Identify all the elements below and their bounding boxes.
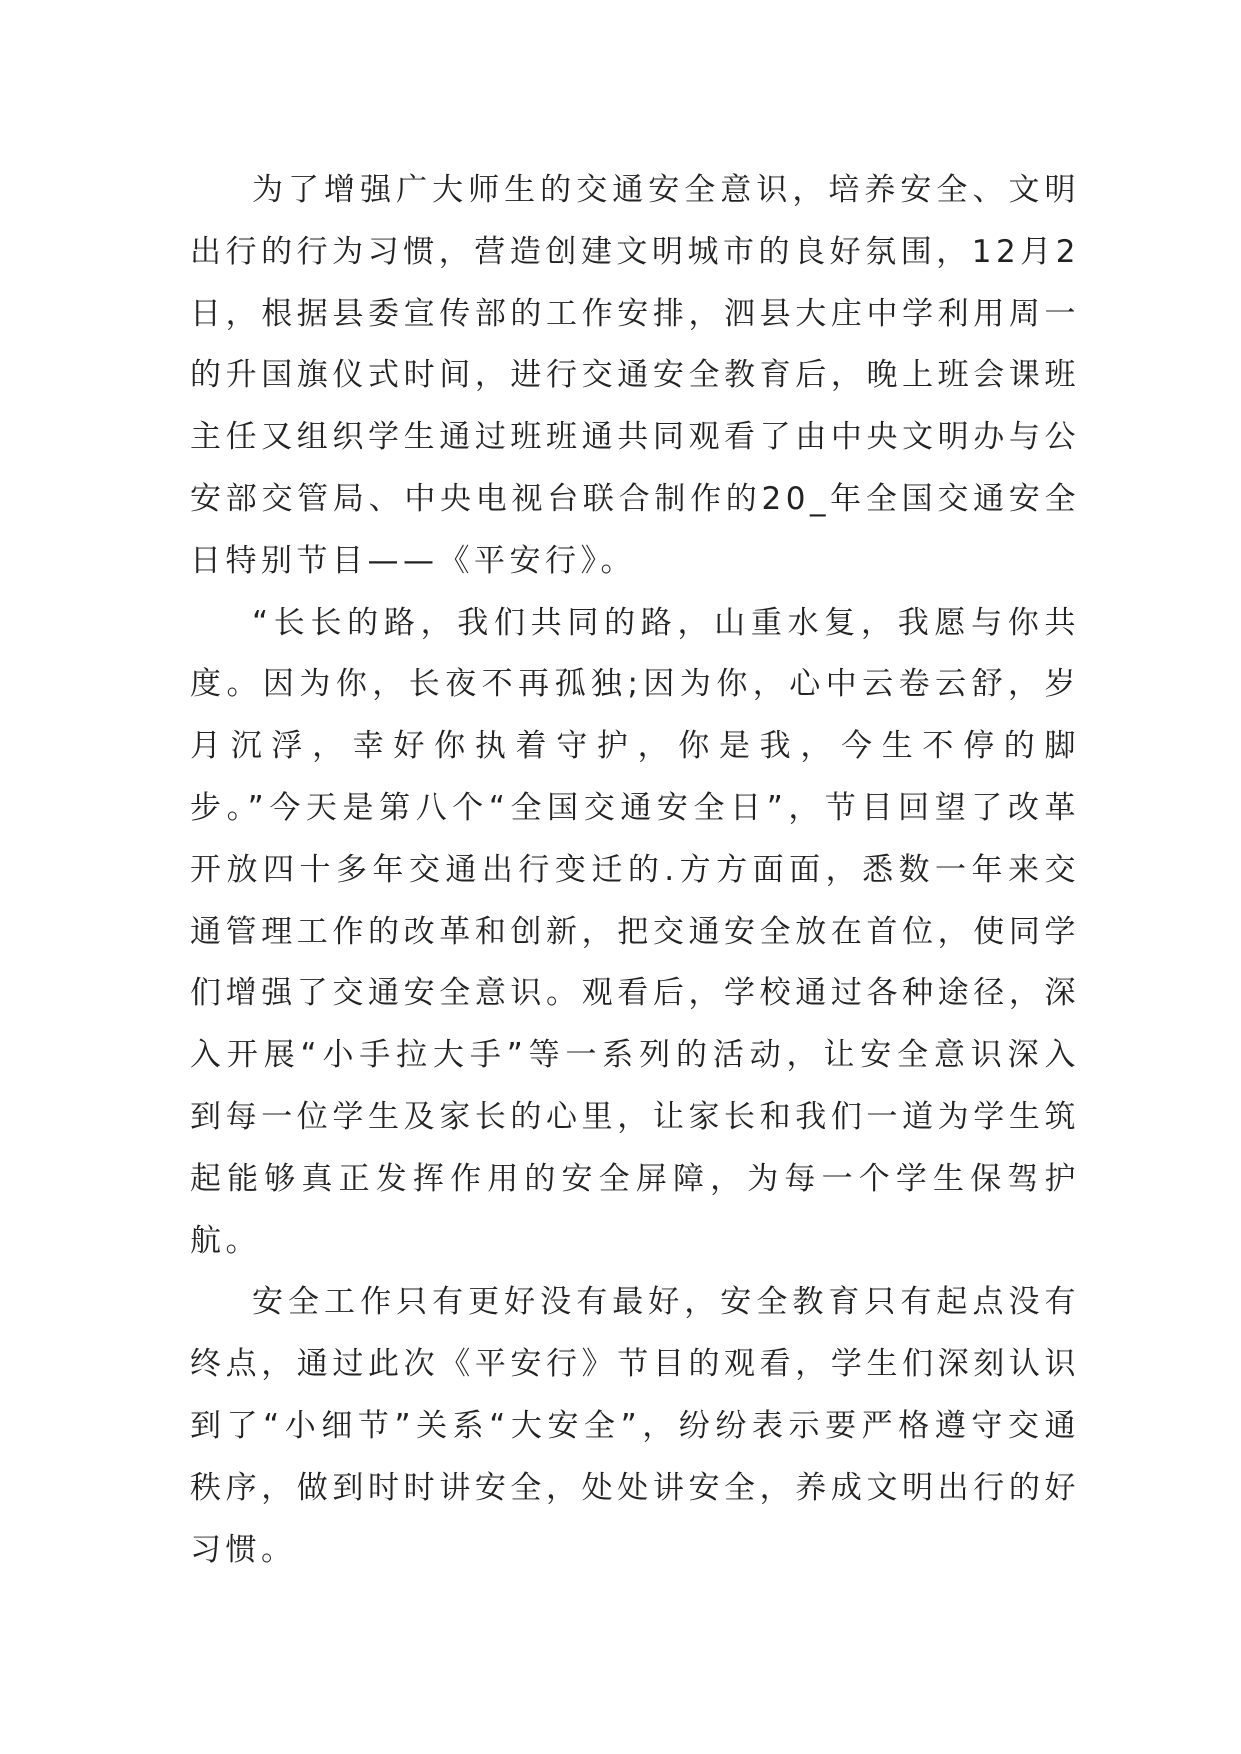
document-body xyxy=(190,160,1080,1581)
paragraph-conclusion: 安全工作只有更好没有最好，安全教育只有起点没有终点，通过此次《平安行》节目的观看，学生们深刻认识到了“小细节”关系“大安全”，纷纷表示要严格遵守交通秩序，做到时时讲安全，处处讲安全，养成文明出行的好习惯。 xyxy=(190,1284,1080,1568)
paragraph-quote: “长长的路，我们共同的路，山重水复，我愿与你共度。因为你，长夜不再孤独;因为你，心中云卷云舒，岁月沉浮，幸好你执着守护，你是我，今生不停的脚步。”今天是第八个“全国交通安全日”，节目回望了改革开放四十多年交通出行变迁的.方方面面，悉数一年来交通管理工作的改革和创新，把交通安全放在首位，使同学们增强了交通安全意识。观看后，学校通过各种途径，深入开展“小手拉大手”等一系列的活动，让安全意识深入到每一位学生及家长的心里，让家长和我们一道为学生筑起能够真正发挥作用的安全屏障，为每一个学生保驾护航。 xyxy=(190,604,1080,1259)
paragraph-intro: 为了增强广大师生的交通安全意识，培养安全、文明出行的行为习惯，营造创建文明城市的良好氛围，12月2日，根据县委宣传部的工作安排，泗县大庄中学利用周一的升国旗仪式时间，进行交通安全教育后，晚上班会课班主任又组织学生通过班班通共同观看了由中央文明办与公安部交管局、中央电视台联合制作的20_年全国交通安全日特别节目——《平安行》。 xyxy=(190,172,1080,579)
